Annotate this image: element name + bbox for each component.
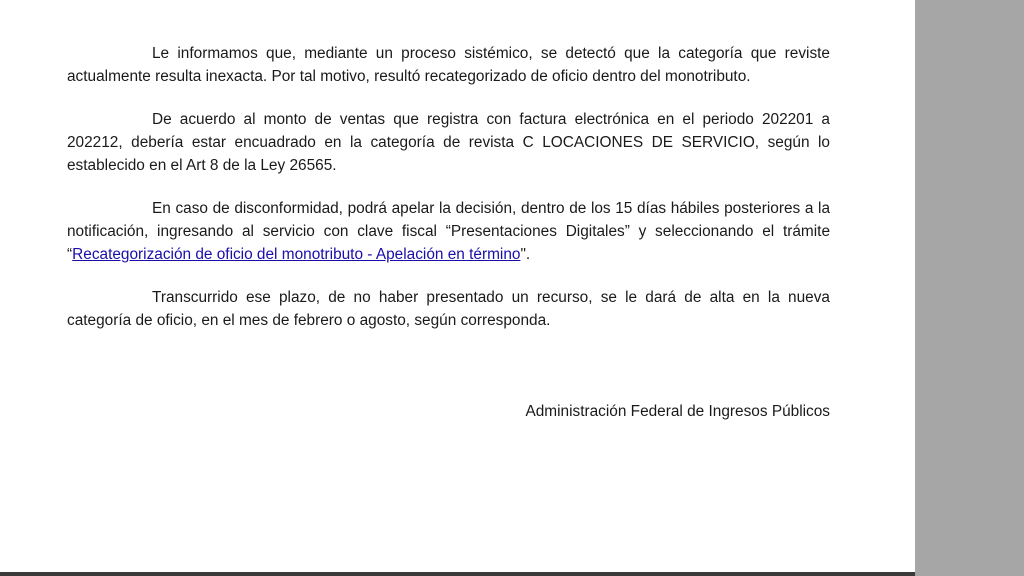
signature-organization: Administración Federal de Ingresos Públicos [525, 403, 830, 420]
paragraph-deadline-notice: Transcurrido ese plazo, de no haber presentado un recurso, se le dará de alta en la nueva categoría de oficio, en el mes de febrero o agosto, según corresponda. [67, 289, 830, 329]
appeal-procedure-link[interactable]: Recategorización de oficio del monotributo - Apelación en término [72, 246, 521, 263]
appeal-text-before: En caso de disconformidad, podrá apelar la decisión, dentro de los 15 días hábiles posteriores a la notificación, ingresando al servicio con clave fiscal “Presentaciones Digitales” y seleccionando el trámite “ [67, 200, 830, 263]
paragraph-appeal-instructions [67, 197, 830, 266]
paragraph-recategorization-notice: Le informamos que, mediante un proceso sistémico, se detectó que la categoría que reviste actualmente resulta inexacta. Por tal motivo, resultó recategorizado de oficio dentro del monotributo. [67, 45, 830, 85]
paragraph-category-details: De acuerdo al monto de ventas que registra con factura electrónica en el periodo 202201 a 202212, debería estar encuadrado en la categoría de revista C LOCACIONES DE SERVICIO, según lo establecido en el Art 8 de la Ley 26565. [67, 111, 830, 174]
appeal-text-after: ". [520, 246, 531, 263]
letter-body [67, 42, 830, 352]
viewer-bottom-edge [0, 572, 915, 576]
viewer-right-gutter [915, 0, 1024, 576]
